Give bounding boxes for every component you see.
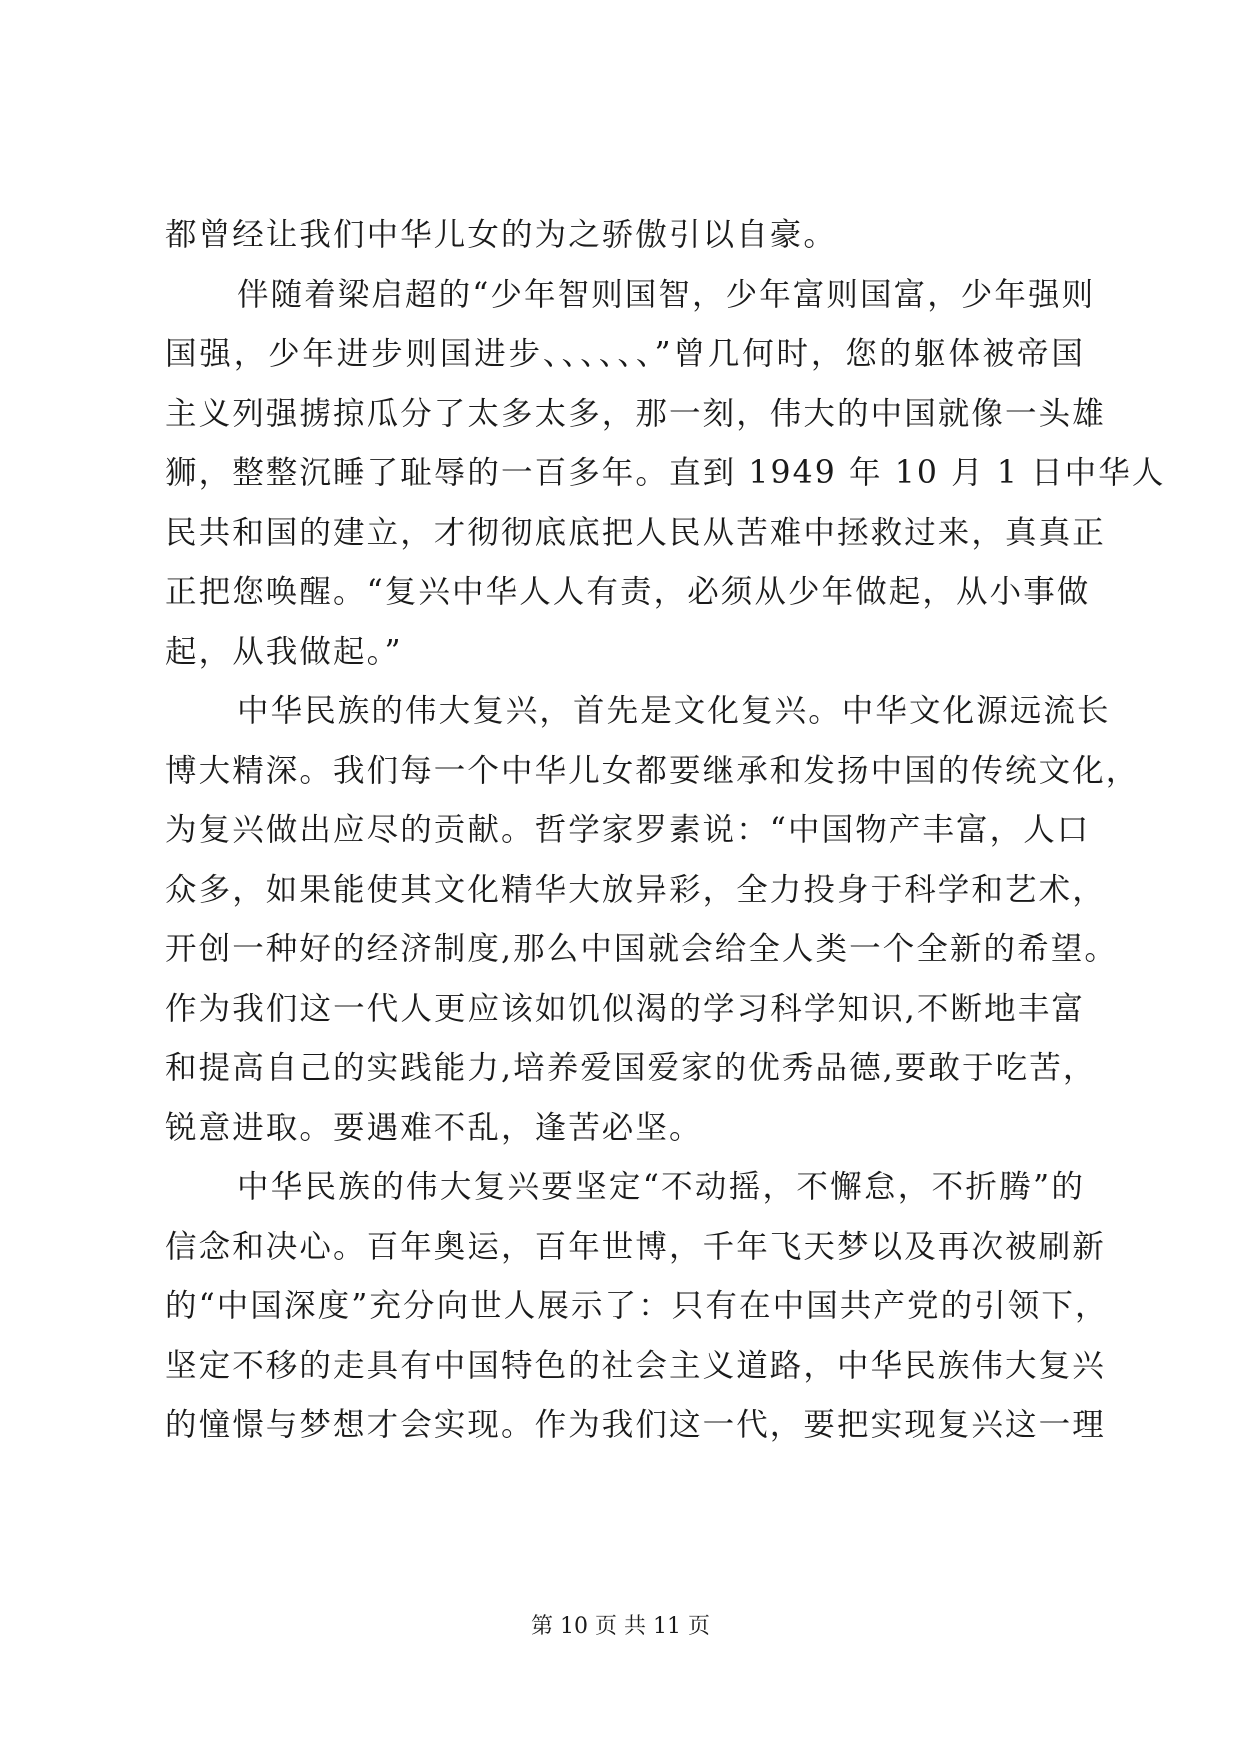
text-line: 伴随着梁启超的“少年智则国智，少年富则国富，少年强则: [237, 276, 1096, 313]
text-line: 正把您唤醒。“复兴中华人人有责，必须从少年做起，从小事做: [165, 574, 1091, 610]
text-line: 开创一种好的经济制度,那么中国就会给全人类一个全新的希望。: [165, 931, 1118, 967]
text-line: 都曾经让我们中华儿女的为之骄傲引以自豪。: [165, 217, 838, 253]
text-line: 的“中国深度”充分向世人展示了：只有在中国共产党的引领下，: [165, 1288, 1109, 1324]
page-number-footer: 第 10 页 共 11 页: [531, 1614, 710, 1639]
text-line: 主义列强掳掠瓜分了太多太多，那一刻，伟大的中国就像一头雄: [165, 395, 1106, 432]
text-line: 中华民族的伟大复兴，首先是文化复兴。中华文化源远流长: [237, 693, 1111, 729]
text-line: 狮，整整沉睡了耻辱的一百多年。直到 1949 年 10 月 1 日中华人: [165, 455, 1166, 491]
text-line: 信念和决心。百年奥运，百年世博，千年飞天梦以及再次被刷新: [165, 1228, 1106, 1265]
text-line: 博大精深。我们每一个中华儿女都要继承和发扬中国的传统文化，: [165, 752, 1140, 789]
text-line: 的憧憬与梦想才会实现。作为我们这一代，要把实现复兴这一理: [165, 1407, 1106, 1443]
text-line: 国强，少年进步则国进步、、、、、、”曾几何时，您的躯体被帝国: [165, 336, 1085, 372]
text-line: 中华民族的伟大复兴要坚定“不动摇，不懈怠，不折腾”的: [237, 1169, 1085, 1205]
body-text: [165, 206, 1166, 1456]
text-line: 民共和国的建立，才彻彻底底把人民从苦难中拯救过来，真真正: [165, 514, 1106, 551]
text-line: 起，从我做起。”: [165, 633, 403, 670]
text-line: 锐意进取。要遇难不乱，逢苦必坚。: [165, 1109, 703, 1146]
text-line: 作为我们这一代人更应该如饥似渴的学习科学知识,不断地丰富: [165, 990, 1085, 1027]
text-line: 坚定不移的走具有中国特色的社会主义道路，中华民族伟大复兴: [165, 1347, 1106, 1384]
text-line: 众多，如果能使其文化精华大放异彩，全力投身于科学和艺术，: [165, 871, 1106, 908]
text-line: 为复兴做出应尽的贡献。哲学家罗素说：“中国物产丰富，人口: [165, 812, 1091, 848]
text-line: 和提高自己的实践能力,培养爱国爱家的优秀品德,要敢于吃苦，: [165, 1050, 1097, 1086]
